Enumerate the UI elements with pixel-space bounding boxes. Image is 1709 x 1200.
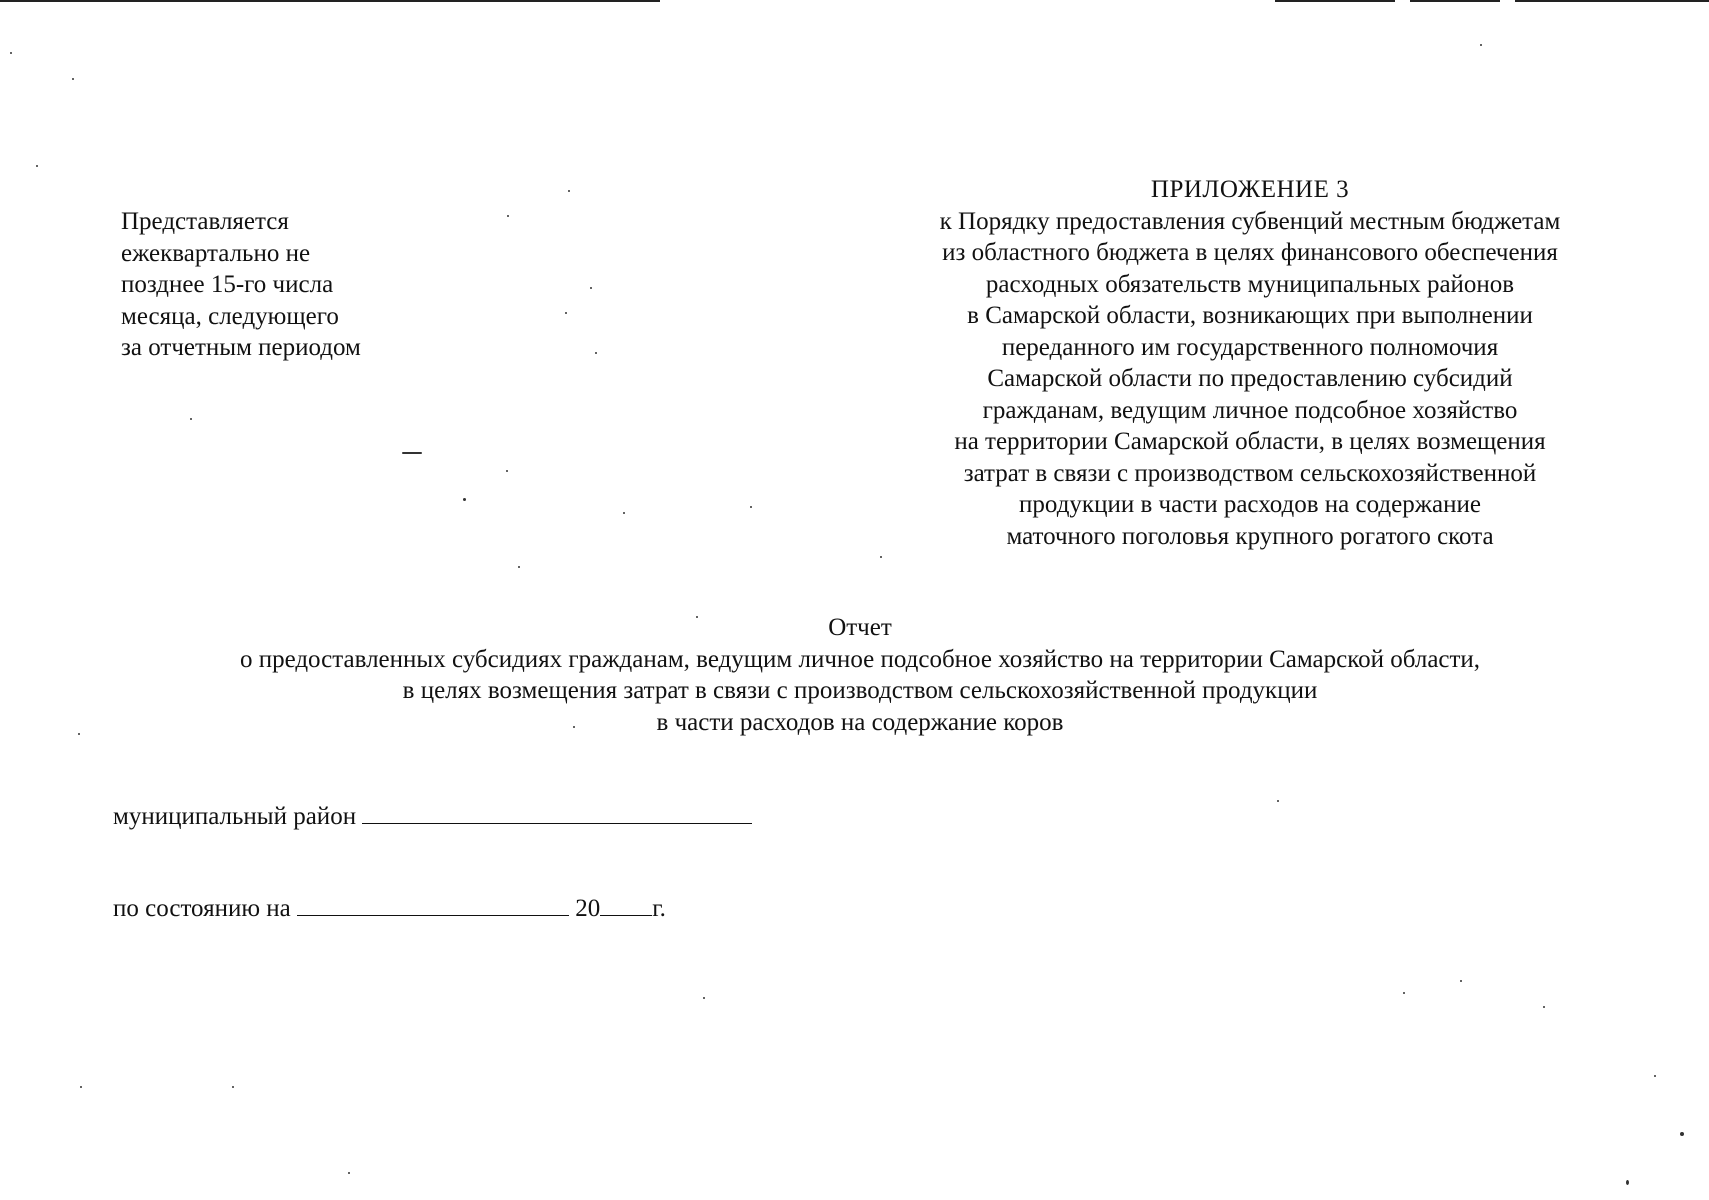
scan-speck bbox=[1654, 1075, 1656, 1077]
scan-speck bbox=[507, 215, 509, 217]
scan-speck bbox=[1626, 1180, 1629, 1185]
appendix-line: гражданам, ведущим личное подсобное хозяйство bbox=[982, 396, 1518, 424]
report-subtitle-line: о предоставленных субсидиях гражданам, ведущим личное подсобное хозяйство на территории Самарской области, bbox=[239, 645, 1481, 673]
report-subtitle-line: в целях возмещения затрат в связи с производством сельскохозяйственной продукции bbox=[402, 677, 1318, 704]
scan-speck bbox=[80, 1086, 82, 1088]
scan-speck bbox=[1543, 1006, 1545, 1008]
scan-speck bbox=[1480, 44, 1482, 46]
scan-speck bbox=[36, 165, 38, 167]
scan-speck bbox=[463, 498, 466, 501]
notice-line: позднее 15-го числа bbox=[121, 271, 334, 298]
scan-speck bbox=[402, 452, 422, 454]
appendix-line: расходных обязательств муниципальных районов bbox=[985, 270, 1515, 298]
appendix-line: переданного им государственного полномочия bbox=[1001, 333, 1499, 361]
appendix-line: на территории Самарской области, в целях возмещения bbox=[954, 428, 1546, 455]
scan-speck bbox=[1460, 980, 1462, 982]
district-blank[interactable] bbox=[362, 803, 752, 824]
notice-line: ежеквартально не bbox=[121, 239, 311, 267]
year-prefix: 20 bbox=[575, 895, 601, 922]
appendix-line: продукции в части расходов на содержание bbox=[1019, 491, 1481, 518]
scan-speck bbox=[1277, 800, 1279, 802]
report-subtitle-line: в части расходов на содержание коров bbox=[656, 708, 1064, 736]
scan-speck bbox=[232, 1086, 234, 1088]
date-label: по состоянию на bbox=[113, 895, 291, 922]
notice-line: за отчетным периодом bbox=[121, 334, 361, 361]
date-field bbox=[113, 893, 666, 925]
report-title: Отчет bbox=[828, 614, 892, 641]
scan-speck bbox=[1403, 992, 1405, 994]
submission-notice bbox=[121, 206, 441, 364]
appendix-line: к Порядку предоставления субвенций местным бюджетам bbox=[939, 207, 1561, 235]
scan-speck bbox=[590, 287, 592, 289]
appendix-line: затрат в связи с производством сельскохозяйственной bbox=[963, 459, 1537, 487]
scan-speck bbox=[568, 190, 570, 192]
scan-speck bbox=[518, 566, 520, 568]
report-heading bbox=[120, 612, 1600, 738]
scan-speck bbox=[506, 470, 508, 472]
scan-speck bbox=[190, 418, 192, 420]
scan-speck bbox=[880, 556, 882, 558]
notice-line: Представляется bbox=[121, 208, 289, 235]
scan-speck bbox=[10, 52, 12, 54]
scan-speck bbox=[750, 506, 752, 508]
year-blank[interactable] bbox=[600, 895, 652, 916]
scan-speck bbox=[1680, 1132, 1684, 1136]
scan-top-edge bbox=[0, 0, 1709, 4]
appendix-title: ПРИЛОЖЕНИЕ 3 bbox=[1150, 176, 1350, 203]
scan-speck bbox=[703, 997, 705, 999]
scan-speck bbox=[72, 78, 74, 80]
scan-speck bbox=[78, 733, 80, 735]
appendix-line: из областного бюджета в целях финансового обеспечения bbox=[942, 239, 1558, 266]
scan-speck bbox=[696, 616, 698, 618]
notice-line: месяца, следующего bbox=[121, 302, 339, 330]
appendix-line: Самарской области по предоставлению субсидий bbox=[987, 365, 1513, 392]
year-suffix: г. bbox=[652, 895, 666, 922]
scan-speck bbox=[623, 512, 625, 514]
appendix-header bbox=[880, 174, 1620, 552]
district-field bbox=[113, 801, 752, 833]
appendix-line: маточного поголовья крупного рогатого скота bbox=[1006, 522, 1494, 550]
appendix-line: в Самарской области, возникающих при выполнении bbox=[967, 302, 1533, 329]
district-label: муниципальный район bbox=[113, 803, 357, 830]
scan-speck bbox=[595, 352, 597, 354]
scan-speck bbox=[565, 312, 567, 314]
scan-speck bbox=[348, 1172, 350, 1174]
date-blank[interactable] bbox=[297, 895, 569, 916]
scan-speck bbox=[573, 726, 575, 728]
